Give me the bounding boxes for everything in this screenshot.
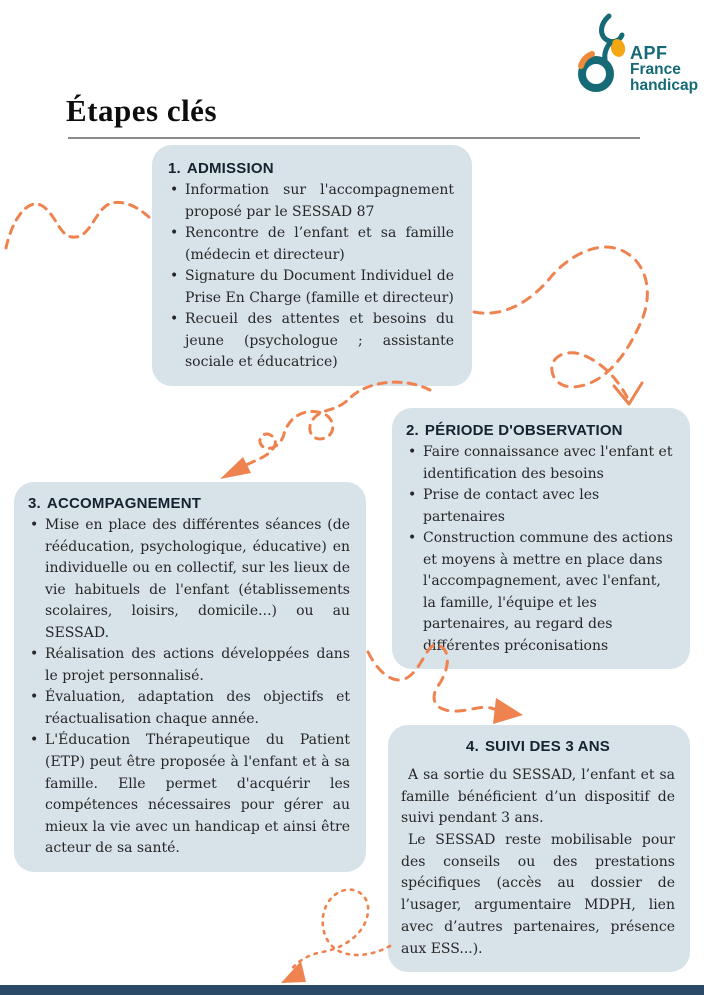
step-box-accompagnement [14, 482, 366, 872]
step-paragraph: A sa sortie du SESSAD, l’enfant et sa famille bénéficient d’un dispositif de suivi pendant 3 ans. [401, 767, 675, 827]
step-bullet-list [168, 180, 454, 374]
arrow-box1-to-box2-head-icon [614, 383, 642, 404]
logo-line-france: France [630, 61, 681, 79]
step-bullet: • L'Éducation Thérapeutique du Patient (ETP) peut être proposée à l'enfant et à sa famille. Elle permet d'acquérir les compétences nécessaires pour gérer au mieux la vie avec un handicap et ainsi être acteur de sa santé. [28, 730, 350, 859]
arrowhead-box3-icon [220, 457, 251, 479]
step-heading-2 [406, 422, 676, 439]
step-bullet: • Information sur l'accompagnement proposé par le SESSAD 87 [168, 180, 454, 223]
page-title: Étapes clés [66, 93, 218, 128]
arrow-box4-down-icon [291, 890, 390, 970]
step-bullet: • Évaluation, adaptation des objectifs et réactualisation chaque année. [28, 687, 350, 730]
step-paragraph: Le SESSAD reste mobilisable pour des conseils ou des prestations spécifiques (accès au dossier de l’usager, argumentaire MDPH, lien avec d’autres partenaires, présence aux ESS...). [401, 832, 675, 957]
step-heading-4 [401, 738, 675, 755]
decorative-squiggle-left-icon [6, 202, 151, 248]
step-number: 3. [28, 495, 41, 512]
step-bullet: • Rencontre de l’enfant et sa famille (médecin et directeur) [168, 223, 454, 266]
step-number: 4. [466, 738, 479, 755]
step-title: SUIVI DES 3 ANS [484, 738, 610, 755]
logo-line-apf: APF [630, 43, 668, 64]
apf-logo [576, 12, 700, 96]
step-title: PÉRIODE D'OBSERVATION [424, 422, 623, 439]
step-title: ADMISSION [186, 160, 274, 177]
step-bullet: • Mise en place des différentes séances (de rééducation, psychologique, éducative) en individuelle ou en collectif, sur les lieux de vie habituels de l'enfant (établissements scolaires, loisirs, domicile...) ou au SESSAD. [28, 515, 350, 644]
step-number: 1. [168, 160, 181, 177]
step-heading-1 [168, 160, 454, 177]
step-title: ACCOMPAGNEMENT [46, 495, 202, 512]
step-box-admission [152, 145, 472, 386]
logo-line-handicap: handicap [630, 77, 699, 95]
step-bullet: • Construction commune des actions et moyens à mettre en place dans l'accompagnement, avec l'enfant, la famille, l'équipe et les partenaires, au regard des différentes préconisations [406, 528, 676, 657]
step-bullet-list [28, 515, 350, 860]
step-bullet-list [406, 442, 676, 657]
step-box-periode-observation [392, 408, 690, 669]
step-box-suivi-3-ans [388, 725, 690, 972]
step-number: 2. [406, 422, 419, 439]
arrowhead-footer-icon [281, 961, 306, 983]
step-heading-3 [28, 495, 350, 512]
title-underline [68, 137, 640, 139]
step-bullet: • Prise de contact avec les partenaires [406, 485, 676, 528]
apf-wheel-icon [576, 12, 628, 96]
step-bullet: • Réalisation des actions développées dans le projet personnalisé. [28, 644, 350, 687]
footer-bar [0, 985, 704, 995]
arrow-box1-to-box2-icon [474, 247, 647, 397]
step-bullet: • Faire connaissance avec l'enfant et identification des besoins [406, 442, 676, 485]
apf-logo-wordmark [630, 44, 698, 94]
step-bullet: • Recueil des attentes et besoins du jeune (psychologue ; assistante sociale et éducatrice) [168, 309, 454, 374]
step-bullet: • Signature du Document Individuel de Prise En Charge (famille et directeur) [168, 266, 454, 309]
arrowhead-box4-icon [493, 698, 523, 724]
